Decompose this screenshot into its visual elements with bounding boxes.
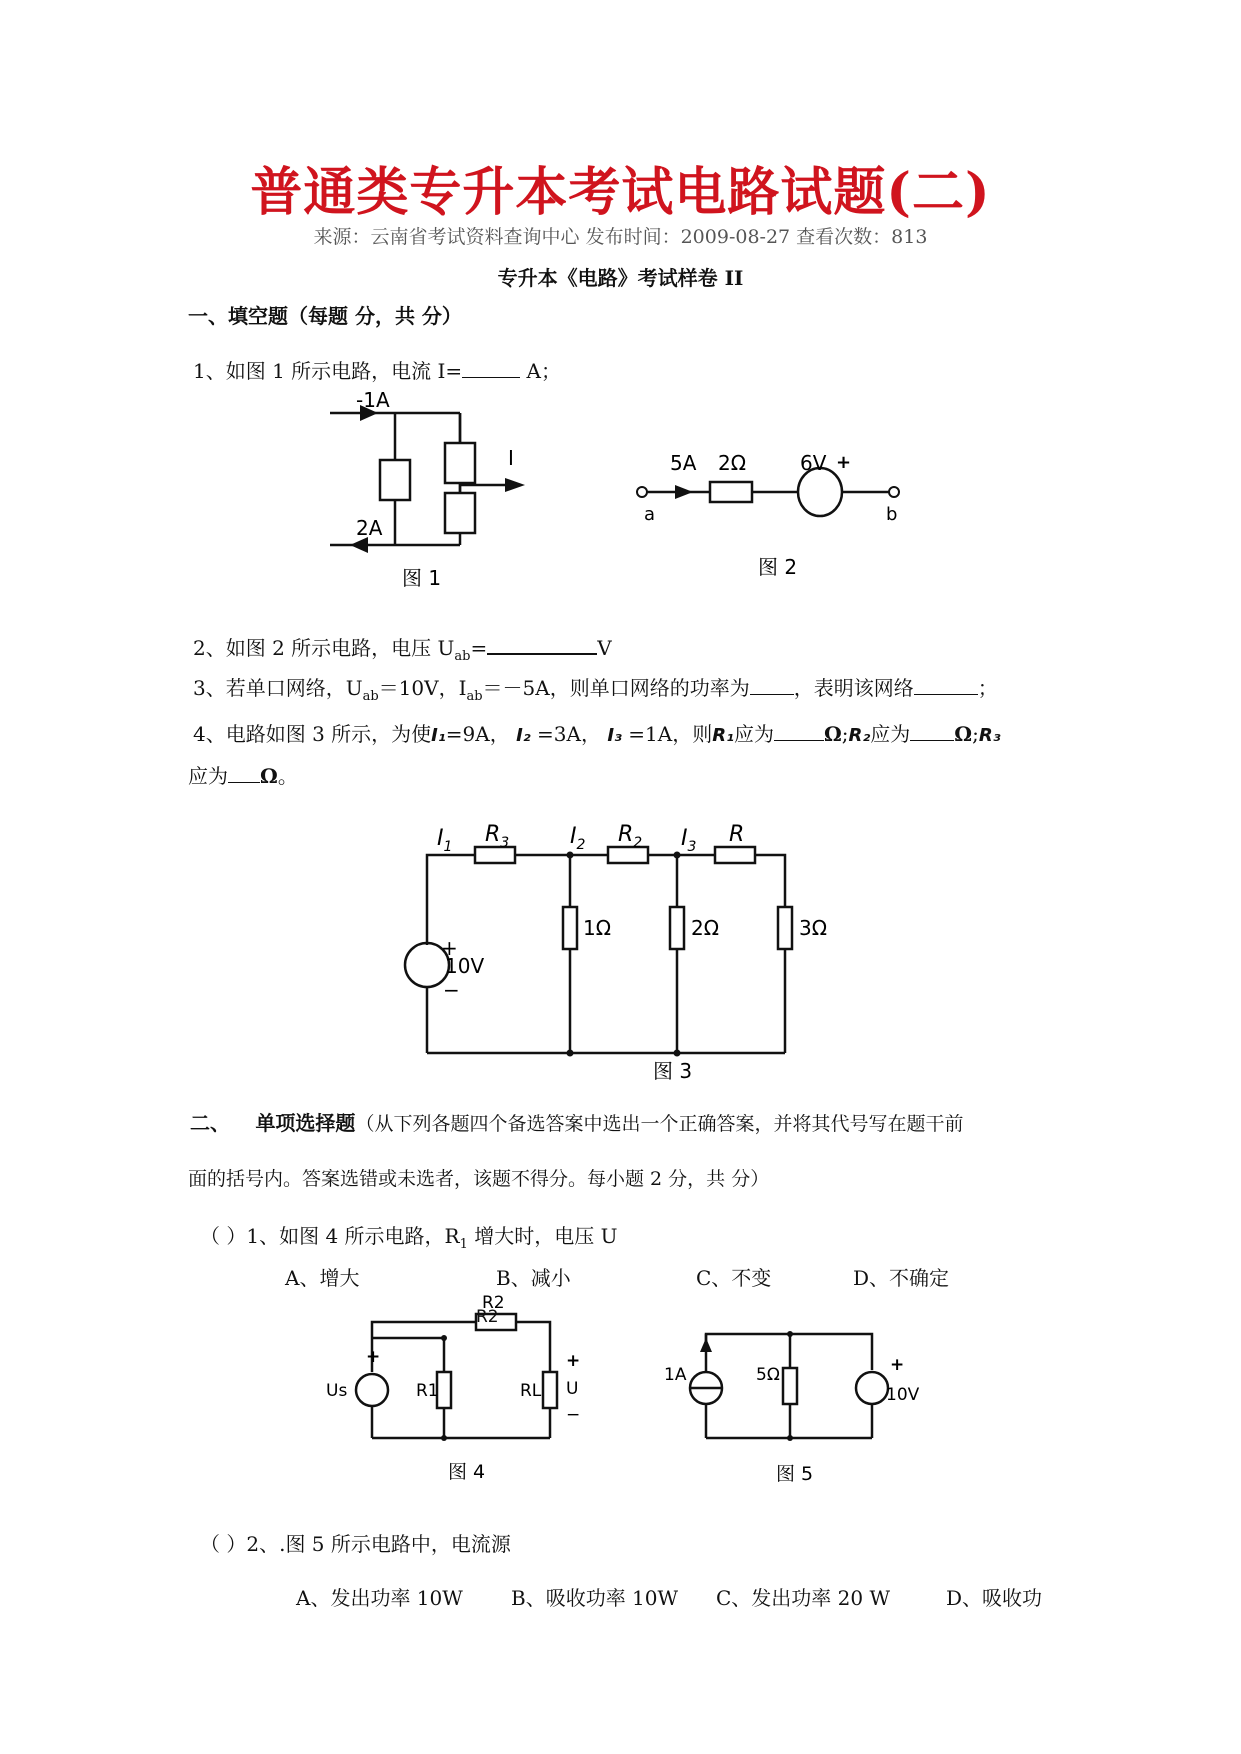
section1-title: 一、填空题	[188, 304, 288, 328]
figure-4-minus-r: −	[566, 1405, 581, 1425]
figure-3-circuit	[405, 822, 828, 1100]
figure-3-res2: 2Ω	[691, 916, 720, 940]
q2-eq: =	[470, 636, 488, 660]
figure-5-res: 5Ω	[756, 1365, 780, 1385]
section1-heading	[188, 300, 462, 329]
figure-2-arrow	[675, 485, 693, 499]
choice-q1-bracket[interactable]: （ ）	[200, 1224, 247, 1248]
q4-i1-symbol: I₁	[431, 725, 446, 746]
figure-1-circuit	[320, 385, 540, 595]
q4-i1-value: =9A，	[445, 722, 510, 746]
fill-question-3	[193, 672, 998, 704]
choice-q2-bracket[interactable]: （ ）	[200, 1532, 247, 1556]
choice-question-2	[200, 1528, 511, 1557]
figure-4-caption: 图 4	[448, 1461, 486, 1483]
terminal-b	[889, 487, 899, 497]
figure-3-caption: 图 3	[653, 1059, 693, 1083]
q4-i2-value: =3A，	[537, 722, 601, 746]
figure-4-r2-label: R2	[476, 1307, 499, 1327]
choice-q2-option-a[interactable]: A、发出功率 10W	[296, 1586, 463, 1610]
section2-note-2: 面的括号内。答案选错或未选者，该题不得分。每小题 2 分，共 分）	[188, 1168, 770, 1190]
section2-number: 二、	[190, 1111, 230, 1135]
figure-5-current: 1A	[664, 1365, 687, 1385]
choice-q1-option-d[interactable]: D、不确定	[853, 1266, 950, 1290]
fill-question-1	[193, 355, 561, 384]
choice-q2-option-c[interactable]: C、发出功率 20 W	[716, 1586, 891, 1610]
q3-part-c: ＝－5A，则单口网络的功率为	[482, 676, 750, 700]
choice-q2-option-d[interactable]: D、吸收功	[946, 1586, 1043, 1610]
document-meta: 来源：云南省考试资料查询中心 发布时间：2009-08-27 查看次数：813	[313, 226, 928, 248]
q4-part-a: 4、电路如图 3 所示，为使	[193, 722, 432, 746]
figure-4-r2: R2	[482, 1293, 505, 1313]
q2-answer-blank[interactable]	[487, 635, 597, 655]
q4-sep-1: ;	[841, 722, 849, 746]
figure-5-caption: 图 5	[776, 1463, 814, 1485]
q3-sub-b: ab	[466, 689, 483, 704]
q4-blank-r3[interactable]	[228, 764, 260, 783]
figure-3-r3: $R_3$	[485, 822, 510, 851]
q4-ohm-2: Ω	[954, 722, 973, 746]
figure-4-rl: RL	[520, 1381, 542, 1401]
choice-question-1	[200, 1220, 617, 1252]
q3-blank-type[interactable]	[914, 676, 978, 695]
figure-3-res3: 3Ω	[799, 916, 828, 940]
q2-after: V	[597, 636, 612, 660]
section2-heading	[190, 1107, 963, 1136]
q4-r2-symbol: R₂	[848, 725, 871, 746]
figure-4-us: Us	[326, 1381, 348, 1401]
figure-3-r2: $R_2$	[618, 822, 643, 851]
q1-after: A；	[520, 359, 561, 383]
choice-q1-option-c[interactable]: C、不变	[696, 1266, 772, 1290]
q3-blank-power[interactable]	[750, 676, 794, 695]
fill-question-2	[193, 632, 612, 664]
document-title: 普通类专升本考试电路试题(二)	[250, 162, 991, 223]
section2-note-1: （从下列各题四个备选答案中选出一个正确答案，并将其代号写在题干前	[355, 1113, 964, 1135]
figure-5-volt: 10V	[886, 1385, 920, 1405]
figure-4-r1: R1	[416, 1381, 439, 1401]
q3-part-b: ＝10V，I	[378, 676, 467, 700]
figure-3-plus: +	[441, 936, 458, 960]
figure-1-caption: 图 1	[402, 566, 442, 590]
q3-sub-a: ab	[362, 689, 379, 704]
q4-i2-symbol: I₂	[516, 725, 531, 746]
figure-3-source: 10V	[445, 954, 485, 978]
figure-3-i2: $I_2$	[570, 824, 586, 853]
choice-q2-text: 2、.图 5 所示电路中，电流源	[246, 1532, 511, 1556]
choice-q1-option-b[interactable]: B、减小	[496, 1266, 571, 1290]
figure-3-i3: $I_3$	[681, 826, 697, 855]
figure-3-r: R	[729, 822, 745, 847]
q4-r3-symbol: R₃	[978, 725, 1001, 746]
figure-2-caption: 图 2	[758, 555, 798, 579]
figure-2-b: b	[886, 504, 898, 525]
figure-3-res1: 1Ω	[583, 916, 612, 940]
figure-1-label-top: -1A	[356, 388, 390, 412]
figure-4-u: U	[566, 1379, 579, 1399]
q2-sub: ab	[454, 649, 471, 664]
figure-4-circuit	[320, 1293, 600, 1490]
figure-1-label-bottom: 2A	[356, 516, 383, 540]
q4-sep-2: ;	[972, 722, 979, 746]
figure-5-arrow	[700, 1338, 712, 1352]
q4-blank-r2[interactable]	[910, 722, 954, 741]
section2-title: 单项选择题	[255, 1111, 356, 1135]
figure-5-plus: +	[890, 1355, 905, 1375]
q4-r1-symbol: R₁	[712, 725, 734, 746]
figure-2-current: 5A	[670, 451, 697, 475]
figure-2-resistor: 2Ω	[718, 451, 747, 475]
figure-2-source: 6V	[800, 451, 827, 475]
choice-q1-sub: 1	[459, 1237, 468, 1252]
q4-ohm-3: Ω	[260, 764, 278, 788]
fill-question-4-line2	[188, 760, 298, 789]
q4-blank-r1[interactable]	[774, 722, 824, 741]
figure-3-i1: $I_1$	[437, 826, 453, 855]
q4-r2-text: 应为	[870, 722, 911, 746]
choice-q1-text2: 增大时，电压 U	[467, 1224, 618, 1248]
q4-r1-text: 应为	[733, 722, 774, 746]
choice-q2-option-b[interactable]: B、吸收功率 10W	[511, 1586, 679, 1610]
q1-answer-blank[interactable]	[462, 359, 520, 378]
q4-ohm-1: Ω	[823, 722, 842, 746]
figure-3-minus: −	[443, 978, 460, 1002]
figure-1-label-i: I	[508, 446, 514, 470]
q2-text: 2、如图 2 所示电路，电压 U	[193, 636, 455, 660]
q3-part-a: 3、若单口网络，U	[193, 676, 363, 700]
figure-2-circuit	[630, 440, 920, 590]
q4-end: 。	[277, 764, 298, 788]
section1-note: （每题 分，共 分）	[288, 304, 462, 328]
fill-question-4	[193, 718, 1001, 747]
figure-2-a: a	[644, 504, 656, 525]
q1-text: 1、如图 1 所示电路，电流 I=	[193, 359, 463, 383]
q3-part-e: ；	[977, 676, 998, 700]
q4-r3-text: 应为	[188, 764, 228, 788]
figure-1-arrow-i	[505, 478, 525, 492]
figure-4-plus-r: +	[566, 1351, 581, 1371]
choice-q1-text: 1、如图 4 所示电路，R	[246, 1224, 460, 1248]
figure-5-circuit	[660, 1330, 930, 1490]
choice-q1-option-a[interactable]: A、增大	[285, 1266, 360, 1290]
q4-i3-value: =1A，则	[628, 722, 713, 746]
q3-part-d: ，表明该网络	[793, 676, 914, 700]
terminal-a	[637, 487, 647, 497]
figure-2-plus: +	[836, 452, 852, 473]
exam-subtitle: 专升本《电路》考试样卷 II	[497, 266, 744, 290]
figure-4-plus-l: +	[366, 1347, 381, 1367]
q4-i3-symbol: I₃	[607, 725, 622, 746]
